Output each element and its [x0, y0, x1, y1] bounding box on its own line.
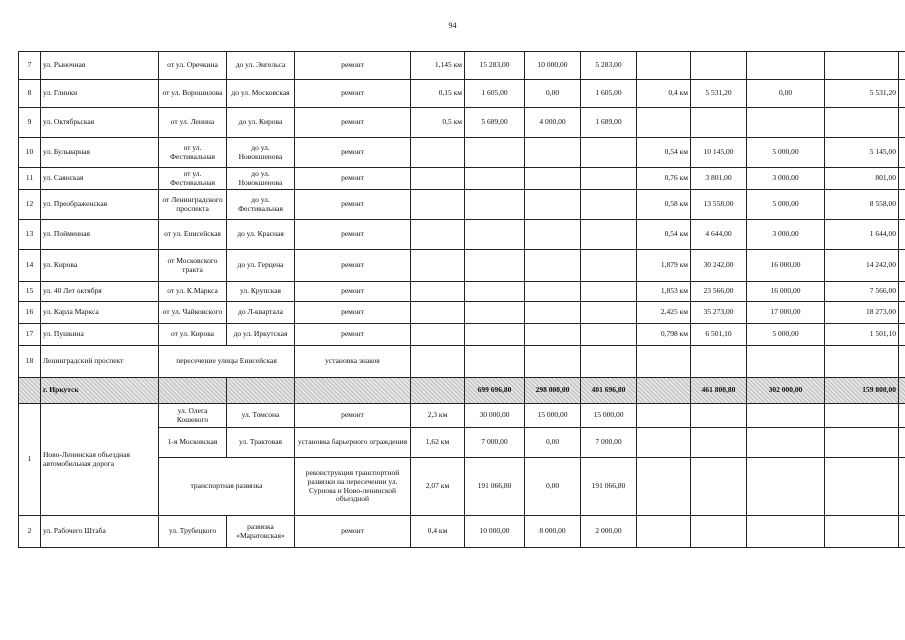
table-row	[19, 516, 905, 548]
work-type: ремонт	[295, 190, 411, 220]
cost-a-part2: 7 000,00	[581, 428, 637, 458]
empty-cell	[825, 458, 899, 516]
empty-cell	[637, 428, 691, 458]
length-a	[411, 190, 465, 220]
empty-cell	[691, 346, 747, 378]
empty-cell	[747, 458, 825, 516]
from-point: от Ленинградского проспекта	[159, 190, 227, 220]
empty-cell	[899, 302, 905, 324]
empty-cell	[899, 282, 905, 302]
cost-a-part1: 8 000,00	[525, 516, 581, 548]
row-number: 2	[19, 516, 41, 548]
row-number: 11	[19, 168, 41, 190]
cost-b-part2: 14 242,00	[825, 250, 899, 282]
empty-cell	[899, 108, 905, 138]
cost-b-part1: 5 000,00	[747, 138, 825, 168]
length-b	[637, 52, 691, 80]
empty-cell	[525, 346, 581, 378]
length-b: 1,853 км	[637, 282, 691, 302]
city-cost-b-part1: 302 000,00	[747, 378, 825, 404]
cost-a-part2	[581, 138, 637, 168]
work-type: ремонт	[295, 324, 411, 346]
empty-cell	[411, 346, 465, 378]
location: пересечение улицы Енисейская	[159, 346, 295, 378]
empty-cell	[825, 346, 899, 378]
cost-a-part2: 5 283,00	[581, 52, 637, 80]
road-works-table	[18, 51, 905, 548]
cost-a-part2	[581, 250, 637, 282]
empty-cell	[825, 428, 899, 458]
cost-a-part1	[525, 282, 581, 302]
from-point: от ул. Фестивальная	[159, 168, 227, 190]
work-type: ремонт	[295, 282, 411, 302]
row-number: 16	[19, 302, 41, 324]
length-a	[411, 282, 465, 302]
city-subtotal-row	[19, 378, 905, 404]
work-type: ремонт	[295, 168, 411, 190]
to-point: ул. Крупская	[227, 282, 295, 302]
row-number: 7	[19, 52, 41, 80]
length-b: 0,4 км	[637, 80, 691, 108]
cost-b-total	[691, 108, 747, 138]
empty-cell	[899, 168, 905, 190]
to-point: ул. Томсона	[227, 404, 295, 428]
table-row	[19, 138, 905, 168]
cost-b-part1: 3 000,00	[747, 168, 825, 190]
empty-cell	[899, 346, 905, 378]
from-point: от ул. Оречкина	[159, 52, 227, 80]
to-point: до ул. Московская	[227, 80, 295, 108]
length-a	[411, 250, 465, 282]
row-number: 13	[19, 220, 41, 250]
empty-cell	[899, 324, 905, 346]
city-cost-a-part1: 298 000,00	[525, 378, 581, 404]
row-number: 12	[19, 190, 41, 220]
length-a	[411, 138, 465, 168]
work-type: ремонт	[295, 108, 411, 138]
cost-a-part1: 0,00	[525, 458, 581, 516]
work-type: установка барьерного ограждения	[295, 428, 411, 458]
cost-b-part1	[747, 108, 825, 138]
cost-a-total	[465, 190, 525, 220]
cost-b-part2: 1 501,10	[825, 324, 899, 346]
table-row	[19, 190, 905, 220]
street-name: ул. Преображенская	[41, 190, 159, 220]
empty-cell	[899, 220, 905, 250]
empty-cell	[899, 458, 905, 516]
cost-b-part1: 17 000,00	[747, 302, 825, 324]
table-row	[19, 302, 905, 324]
cost-b-part1: 16 000,00	[747, 250, 825, 282]
cost-b-part2	[825, 52, 899, 80]
cost-b-total: 6 501,10	[691, 324, 747, 346]
empty-cell	[899, 250, 905, 282]
cost-b-part1: 5 000,00	[747, 324, 825, 346]
cost-b-total: 30 242,00	[691, 250, 747, 282]
cost-a-part2	[581, 302, 637, 324]
page-number: 94	[448, 21, 457, 30]
cost-a-total: 30 000,00	[465, 404, 525, 428]
to-point: до ул. Новокшенова	[227, 138, 295, 168]
table-row	[19, 250, 905, 282]
cost-b-total: 4 644,00	[691, 220, 747, 250]
table-row	[19, 404, 905, 428]
street-name: Ленинградский проспект	[41, 346, 159, 378]
cost-a-part1: 15 000,00	[525, 404, 581, 428]
length-a: 2,07 км	[411, 458, 465, 516]
to-point: до ул. Красная	[227, 220, 295, 250]
empty-cell	[19, 378, 41, 404]
street-name: ул. Карла Маркса	[41, 302, 159, 324]
length-a	[411, 302, 465, 324]
row-number: 9	[19, 108, 41, 138]
cost-b-part1: 5 000,00	[747, 190, 825, 220]
empty-cell	[637, 378, 691, 404]
cost-a-total: 1 605,00	[465, 80, 525, 108]
empty-cell	[899, 190, 905, 220]
empty-cell	[747, 346, 825, 378]
cost-a-total	[465, 250, 525, 282]
to-point: до ул. Энгельса	[227, 52, 295, 80]
street-name: ул. Пушкина	[41, 324, 159, 346]
cost-b-total: 35 273,00	[691, 302, 747, 324]
cost-b-part2: 5 145,00	[825, 138, 899, 168]
length-b: 0,58 км	[637, 190, 691, 220]
cost-a-part2	[581, 220, 637, 250]
work-type: ремонт	[295, 302, 411, 324]
cost-a-total	[465, 138, 525, 168]
to-point: до Л-квартала	[227, 302, 295, 324]
row-number: 15	[19, 282, 41, 302]
empty-cell	[159, 378, 227, 404]
table-row	[19, 282, 905, 302]
row-number: 18	[19, 346, 41, 378]
to-point: до ул. Фестивальная	[227, 190, 295, 220]
cost-b-total: 10 145,00	[691, 138, 747, 168]
length-a: 0,15 км	[411, 80, 465, 108]
street-name: ул. 40 Лет октября	[41, 282, 159, 302]
empty-cell	[899, 516, 905, 548]
city-cost-a-total: 699 696,80	[465, 378, 525, 404]
work-type: ремонт	[295, 52, 411, 80]
cost-a-part1: 4 000,00	[525, 108, 581, 138]
table-row	[19, 346, 905, 378]
empty-cell	[899, 378, 905, 404]
location: транспортная развязка	[159, 458, 295, 516]
from-point: от ул. Енисейская	[159, 220, 227, 250]
street-name: ул. Глинки	[41, 80, 159, 108]
work-type: ремонт	[295, 404, 411, 428]
cost-b-total	[691, 52, 747, 80]
cost-b-total: 23 566,00	[691, 282, 747, 302]
row-number: 14	[19, 250, 41, 282]
length-a	[411, 220, 465, 250]
street-name: ул. Бульварная	[41, 138, 159, 168]
cost-a-part2	[581, 324, 637, 346]
cost-b-part2	[825, 108, 899, 138]
row-number: 1	[19, 404, 41, 516]
cost-a-total	[465, 220, 525, 250]
cost-b-part1: 0,00	[747, 80, 825, 108]
street-name: ул. Пойменная	[41, 220, 159, 250]
length-b: 2,425 км	[637, 302, 691, 324]
from-point: от ул. Фестивальная	[159, 138, 227, 168]
work-type: ремонт	[295, 250, 411, 282]
cost-a-part1	[525, 250, 581, 282]
length-a: 0,4 км	[411, 516, 465, 548]
table-body	[19, 52, 905, 548]
length-a: 1,145 км	[411, 52, 465, 80]
work-type: установка знаков	[295, 346, 411, 378]
cost-a-part1	[525, 220, 581, 250]
cost-a-total	[465, 302, 525, 324]
cost-a-part1: 0,00	[525, 80, 581, 108]
from-point: от ул. Чайковского	[159, 302, 227, 324]
length-b: 0,798 км	[637, 324, 691, 346]
empty-cell	[295, 378, 411, 404]
empty-cell	[581, 346, 637, 378]
empty-cell	[747, 404, 825, 428]
table-row	[19, 108, 905, 138]
empty-cell	[691, 516, 747, 548]
to-point: развязка «Маратовская»	[227, 516, 295, 548]
work-type: ремонт	[295, 80, 411, 108]
cost-b-part2: 7 566,00	[825, 282, 899, 302]
empty-cell	[465, 346, 525, 378]
row-number: 8	[19, 80, 41, 108]
work-type: реконструкция транспортной развязки на пересечении ул. Сурнова и Ново-ленинской объездной	[295, 458, 411, 516]
row-number: 10	[19, 138, 41, 168]
to-point: до ул. Герцена	[227, 250, 295, 282]
cost-b-part2: 8 558,00	[825, 190, 899, 220]
from-point: от Московского тракта	[159, 250, 227, 282]
empty-cell	[825, 516, 899, 548]
cost-b-part2: 18 273,00	[825, 302, 899, 324]
road-name: Ново-Ленинская объездная автомобильная дорога	[41, 404, 159, 516]
cost-b-part1: 3 000,00	[747, 220, 825, 250]
cost-a-part2	[581, 168, 637, 190]
work-type: ремонт	[295, 516, 411, 548]
cost-b-part2: 801,00	[825, 168, 899, 190]
empty-cell	[637, 516, 691, 548]
empty-cell	[825, 404, 899, 428]
cost-a-part1: 10 000,00	[525, 52, 581, 80]
cost-a-part2: 191 066,80	[581, 458, 637, 516]
street-name: ул. Кирова	[41, 250, 159, 282]
cost-a-part1	[525, 190, 581, 220]
empty-cell	[899, 404, 905, 428]
to-point: до ул. Кирова	[227, 108, 295, 138]
cost-b-part2: 5 531,20	[825, 80, 899, 108]
table-row	[19, 220, 905, 250]
length-b: 1,879 км	[637, 250, 691, 282]
cost-a-part2: 1 605,00	[581, 80, 637, 108]
cost-a-part1	[525, 302, 581, 324]
empty-cell	[691, 428, 747, 458]
table-row	[19, 80, 905, 108]
empty-cell	[899, 80, 905, 108]
length-a	[411, 324, 465, 346]
empty-cell	[227, 378, 295, 404]
cost-b-part2: 1 644,00	[825, 220, 899, 250]
from-point: от ул. К.Маркса	[159, 282, 227, 302]
table-row	[19, 168, 905, 190]
length-a: 0,5 км	[411, 108, 465, 138]
cost-a-total: 15 283,00	[465, 52, 525, 80]
city-name: г. Иркутск	[41, 378, 159, 404]
cost-a-total: 5 689,00	[465, 108, 525, 138]
cost-a-total: 7 000,00	[465, 428, 525, 458]
empty-cell	[411, 378, 465, 404]
cost-b-total: 13 558,00	[691, 190, 747, 220]
empty-cell	[637, 346, 691, 378]
empty-cell	[747, 516, 825, 548]
table-row	[19, 324, 905, 346]
cost-b-part1: 16 000,00	[747, 282, 825, 302]
cost-a-part2: 1 689,00	[581, 108, 637, 138]
cost-a-total: 10 000,00	[465, 516, 525, 548]
cost-b-total: 5 531,20	[691, 80, 747, 108]
empty-cell	[899, 52, 905, 80]
to-point: до ул. Новокшенова	[227, 168, 295, 190]
cost-a-total: 191 066,80	[465, 458, 525, 516]
cost-a-part1	[525, 324, 581, 346]
to-point: ул. Трактовая	[227, 428, 295, 458]
length-b	[637, 108, 691, 138]
cost-a-part2: 2 000,00	[581, 516, 637, 548]
from-point: ул. Трубецкого	[159, 516, 227, 548]
empty-cell	[899, 138, 905, 168]
empty-cell	[637, 458, 691, 516]
length-a	[411, 168, 465, 190]
city-cost-b-part2: 159 800,00	[825, 378, 899, 404]
empty-cell	[691, 404, 747, 428]
length-a: 2,3 км	[411, 404, 465, 428]
cost-a-part1	[525, 138, 581, 168]
from-point: от ул. Ворошилова	[159, 80, 227, 108]
city-cost-a-part2: 401 696,80	[581, 378, 637, 404]
cost-a-total	[465, 168, 525, 190]
to-point: до ул. Иркутская	[227, 324, 295, 346]
city-cost-b-total: 461 800,80	[691, 378, 747, 404]
street-name: ул. Октябрьская	[41, 108, 159, 138]
work-type: ремонт	[295, 138, 411, 168]
empty-cell	[747, 428, 825, 458]
cost-a-part1	[525, 168, 581, 190]
length-b: 0,54 км	[637, 138, 691, 168]
cost-a-total	[465, 282, 525, 302]
street-name: ул. Саянская	[41, 168, 159, 190]
empty-cell	[899, 428, 905, 458]
cost-b-part1	[747, 52, 825, 80]
table-row	[19, 52, 905, 80]
cost-a-part1: 0,00	[525, 428, 581, 458]
cost-a-part2	[581, 190, 637, 220]
row-number: 17	[19, 324, 41, 346]
work-type: ремонт	[295, 220, 411, 250]
empty-cell	[637, 404, 691, 428]
cost-b-total: 3 801,00	[691, 168, 747, 190]
cost-a-part2	[581, 282, 637, 302]
length-b: 0,76 км	[637, 168, 691, 190]
street-name: ул. Рыночная	[41, 52, 159, 80]
length-a: 1,62 км	[411, 428, 465, 458]
from-point: от ул. Ленина	[159, 108, 227, 138]
from-point: от ул. Кирова	[159, 324, 227, 346]
street-name: ул. Рабочего Штаба	[41, 516, 159, 548]
cost-a-part2: 15 000,00	[581, 404, 637, 428]
from-point: 1-я Московская	[159, 428, 227, 458]
cost-a-total	[465, 324, 525, 346]
from-point: ул. Олега Кошевого	[159, 404, 227, 428]
empty-cell	[691, 458, 747, 516]
length-b: 0,54 км	[637, 220, 691, 250]
